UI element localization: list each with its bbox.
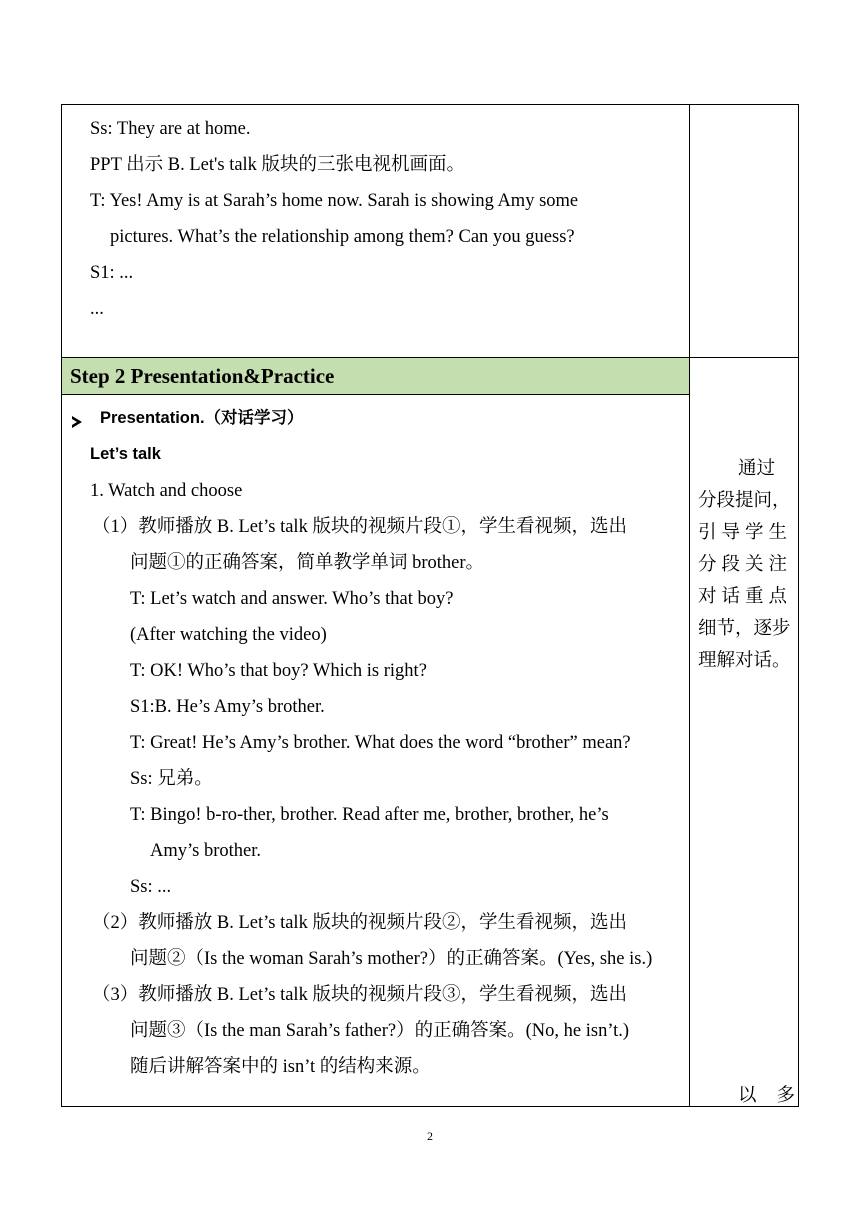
body-line: T: Let’s watch and answer. Who’s that boy?	[130, 589, 454, 609]
step-header-cell	[62, 358, 689, 395]
body-line: 问题②（Is the woman Sarah’s mother?）的正确答案。(Yes, she is.)	[130, 949, 653, 969]
body-line: T: Great! He’s Amy’s brother. What does the word “brother” mean?	[130, 733, 631, 753]
body-line: Ss: 兄弟。	[130, 769, 213, 789]
item-heading: 1. Watch and choose	[90, 481, 243, 501]
page-number: 2	[427, 1129, 433, 1143]
body-line: （3）教师播放 B. Let’s talk 版块的视频片段③，学生看视频，选出	[92, 985, 627, 1005]
text-line: T: Yes! Amy is at Sarah’s home now. Sarah is showing Amy some	[90, 191, 579, 211]
text-line: PPT 出示 B. Let's talk 版块的三张电视机画面。	[90, 155, 466, 175]
side-note-line: 通过	[738, 459, 776, 479]
body-line: 问题③（Is the man Sarah’s father?）的正确答案。(No, he isn’t.)	[130, 1021, 630, 1041]
body-line: Amy’s brother.	[150, 841, 261, 861]
section-heading: Presentation.（对话学习）	[100, 409, 304, 427]
side-note-line: 对话重点	[698, 587, 793, 607]
side-note-line: 分段关注	[698, 555, 793, 575]
side-note-bottom: 以多	[738, 1086, 816, 1106]
lesson-plan-table	[61, 104, 816, 1107]
body-line: S1:B. He’s Amy’s brother.	[130, 697, 325, 717]
side-note-line: 理解对话。	[698, 651, 791, 671]
text-line: Ss: They are at home.	[90, 119, 251, 139]
side-note	[698, 453, 792, 677]
body-line: T: Bingo! b-ro-ther, brother. Read after me, brother, brother, he’s	[130, 805, 609, 825]
step-title: Step 2 Presentation&Practice	[70, 364, 335, 388]
body-line: （2）教师播放 B. Let’s talk 版块的视频片段②，学生看视频，选出	[92, 913, 627, 933]
column-divider	[689, 105, 690, 1106]
body-line: Ss: ...	[130, 877, 172, 897]
body-line: (After watching the video)	[130, 625, 327, 645]
arrow-bullet-icon	[72, 416, 82, 428]
text-line: pictures. What’s the relationship among them? Can you guess?	[110, 227, 575, 247]
text-line: ...	[90, 299, 104, 319]
side-note-line: 引导学生	[698, 523, 793, 543]
side-note-line: 细节，逐步	[698, 619, 791, 639]
section-subheading: Let’s talk	[90, 445, 161, 463]
text-line: S1: ...	[90, 263, 134, 283]
body-line: 随后讲解答案中的 isn’t 的结构来源。	[130, 1057, 431, 1077]
body-line: T: OK! Who’s that boy? Which is right?	[130, 661, 427, 681]
body-line: 问题①的正确答案，简单教学单词 brother。	[130, 553, 485, 573]
body-line: （1）教师播放 B. Let’s talk 版块的视频片段①，学生看视频，选出	[92, 517, 627, 537]
side-note-line: 分段提问，	[698, 491, 791, 511]
